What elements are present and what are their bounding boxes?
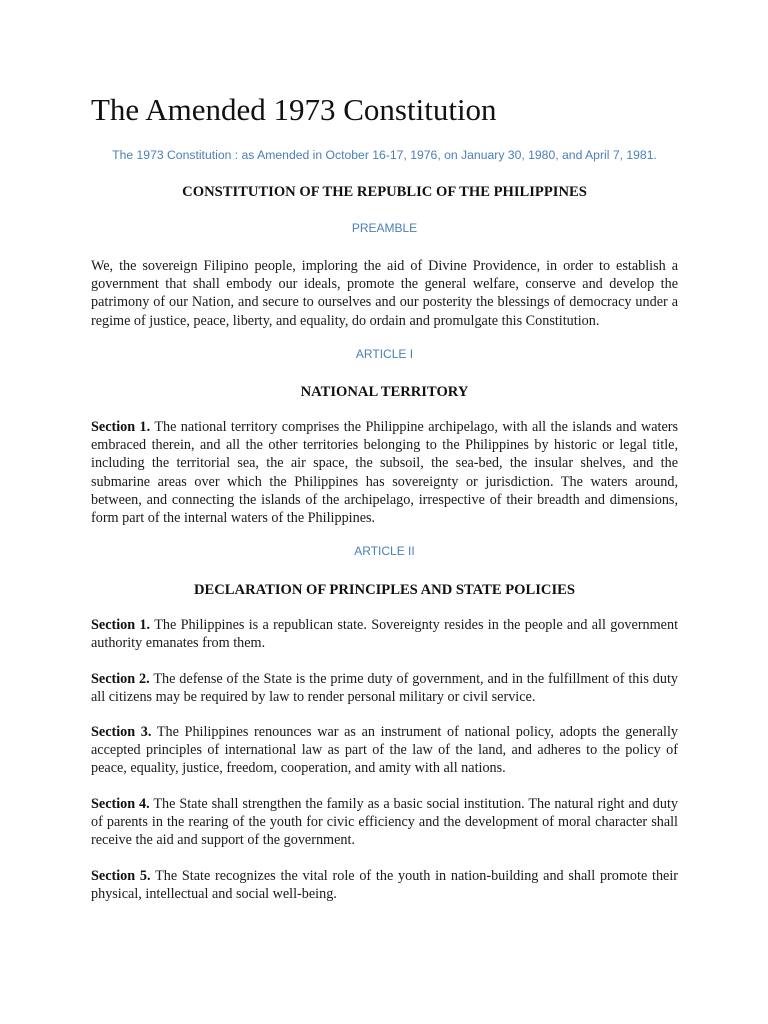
constitution-heading: CONSTITUTION OF THE REPUBLIC OF THE PHILIPPINES <box>182 184 587 200</box>
document-subtitle: The 1973 Constitution : as Amended in October 16-17, 1976, on January 30, 1980, and April 7, 1981. <box>112 148 657 162</box>
section-text: The Philippines is a republican state. Sovereignty resides in the people and all government authority emanates from them. <box>91 617 679 652</box>
article-2-section-5 <box>91 867 678 903</box>
section-text: The defense of the State is the prime duty of government, and in the fulfillment of this duty all citizens may be required by law to render personal military or civil service. <box>91 671 678 706</box>
article-1-section-1 <box>91 418 678 527</box>
article-2-section-4 <box>91 795 678 850</box>
article-2-label: ARTICLE II <box>354 544 415 558</box>
section-text: The Philippines renounces war as an instrument of national policy, adopts the generally accepted principles of international law as part of the law of the land, and adheres to the policy of peace, equality, justice, freedom, cooperation, and amity with all nations. <box>91 724 679 777</box>
section-text: The national territory comprises the Philippine archipelago, with all the islands and waters embraced therein, and all the other territories belonging to the Philippines by historic or legal title, including the territorial sea, the air space, the subsoil, the sea-bed, the insular shelves, and the submarine areas over which the Philippines has sovereignty or jurisdiction. The waters around, between, and connecting the islands of the archipelago, irrespective of their breadth and dimensions, form part of the internal waters of the Philippines. <box>91 419 678 527</box>
article-2-section-2 <box>91 670 678 706</box>
preamble-text: We, the sovereign Filipino people, imploring the aid of Divine Providence, in order to establish a government that shall embody our ideals, promote the general welfare, conserve and develop the patrimony of our Nation, and secure to ourselves and our posterity the blessings of democracy under a regime of justice, peace, liberty, and equality, do ordain and promulgate this Constitution. <box>91 258 678 329</box>
section-number: Section 5. <box>91 868 151 884</box>
section-number: Section 1. <box>91 617 151 633</box>
section-number: Section 2. <box>91 671 150 687</box>
article-2-heading: DECLARATION OF PRINCIPLES AND STATE POLICIES <box>194 582 575 598</box>
section-number: Section 1. <box>91 419 151 435</box>
document-title: The Amended 1973 Constitution <box>91 92 497 127</box>
section-number: Section 4. <box>91 796 150 812</box>
section-text: The State recognizes the vital role of the youth in nation-building and shall promote their physical, intellectual and social well-being. <box>91 868 678 903</box>
article-1-label: ARTICLE I <box>355 347 414 361</box>
article-2-section-3 <box>91 723 678 778</box>
article-2-section-1 <box>91 616 678 652</box>
section-text: The State shall strengthen the family as a basic social institution. The natural right and duty of parents in the rearing of the youth for civic efficiency and the development of moral character shall receive the aid and support of the government. <box>91 796 678 849</box>
preamble-label: PREAMBLE <box>351 221 418 235</box>
article-1-heading: NATIONAL TERRITORY <box>300 384 469 400</box>
section-number: Section 3. <box>91 724 152 740</box>
